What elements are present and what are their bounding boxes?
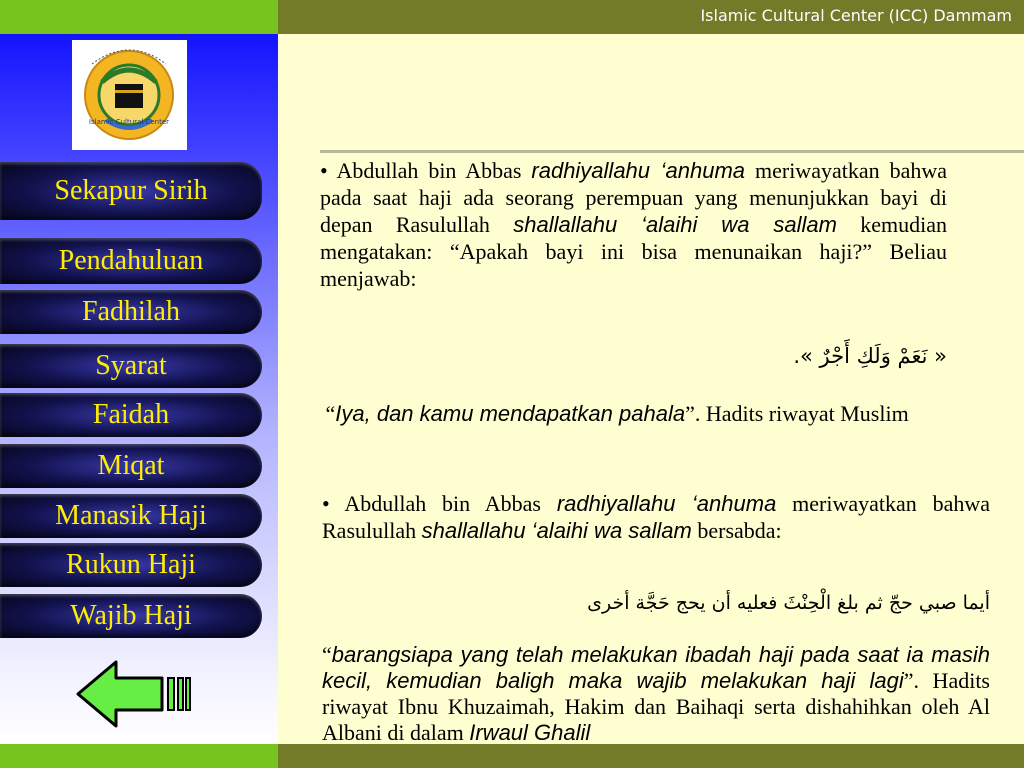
- quote-mark: “: [325, 401, 336, 426]
- text: bersabda:: [691, 518, 782, 543]
- sidebar-item-label: Fadhilah: [82, 296, 180, 327]
- italic-text: barangsiapa yang telah melakukan ibadah haji pada saat ia masih kecil, kemudian baligh maka wajib melakukan haji lagi: [322, 642, 990, 693]
- italic-text: shallallahu ‘alaihi wa sallam: [513, 212, 837, 237]
- arabic-text-2: أيما صبي حجّ ثم بلغ الْحِنْثَ فعليه أن يحج حَجَّة أخرى: [587, 592, 990, 614]
- header-left-band: [0, 0, 278, 34]
- sidebar-item-label: Faidah: [92, 399, 170, 430]
- italic-text: Iya, dan kamu mendapatkan pahala: [335, 401, 686, 426]
- quote-mark: “: [322, 642, 332, 667]
- icc-logo: [72, 40, 187, 150]
- arabic-text-1: « نَعَمْ وَلَكِ أَجْرٌ ».: [793, 344, 947, 368]
- italic-text: Irwaul Ghalil: [469, 720, 591, 745]
- sidebar-item-label: Miqat: [97, 450, 165, 481]
- sidebar-item-syarat[interactable]: [0, 344, 262, 388]
- sidebar-item-label: Syarat: [95, 350, 167, 381]
- bullet: •: [320, 158, 328, 183]
- divider: [320, 150, 1024, 153]
- text: ”. Hadits riwayat Ibnu Khuzaimah, Hakim dan Baihaqi serta dishahihkan oleh Al Albani di dalam: [322, 668, 990, 745]
- sidebar-item-miqat[interactable]: [0, 444, 262, 488]
- sidebar-item-label: Manasik Haji: [55, 500, 207, 531]
- sidebar-item-manasik-haji[interactable]: [0, 494, 262, 538]
- sidebar-item-label: Wajib Haji: [70, 600, 192, 631]
- footer-left-band: [0, 744, 278, 768]
- header-bar: [278, 0, 1024, 34]
- hadith-paragraph-2: [322, 490, 990, 544]
- sidebar-item-sekapur-sirih[interactable]: [0, 162, 262, 220]
- italic-text: shallallahu ‘alaihi wa sallam: [421, 518, 692, 543]
- sidebar-item-label: Sekapur Sirih: [54, 175, 208, 206]
- sidebar-item-fadhilah[interactable]: [0, 290, 262, 334]
- logo-text: Islamic Cultural Center: [88, 118, 170, 126]
- sidebar-item-faidah[interactable]: [0, 393, 262, 437]
- sidebar-item-rukun-haji[interactable]: [0, 543, 262, 587]
- italic-text: radhiyallahu ‘anhuma: [531, 158, 746, 183]
- sidebar-item-label: Rukun Haji: [66, 549, 196, 580]
- translation-paragraph-2: [322, 642, 990, 746]
- text: kemudian mengatakan: “Apakah bayi ini bisa menunaikan haji?” Beliau menjawab:: [320, 212, 947, 291]
- text: meriwayatkan bahwa Rasulullah: [322, 491, 991, 543]
- italic-text: radhiyallahu ‘anhuma: [556, 491, 777, 516]
- translation-paragraph-1: [320, 400, 947, 427]
- footer-bar: [278, 744, 1024, 768]
- sidebar-item-label: Pendahuluan: [58, 245, 204, 276]
- sidebar-item-wajib-haji[interactable]: [0, 594, 262, 638]
- text: Abdullah bin Abbas: [344, 491, 557, 516]
- text: ”. Hadits riwayat Muslim: [685, 401, 909, 426]
- left-arrow-icon[interactable]: [76, 660, 194, 728]
- hadith-paragraph-1: [320, 157, 947, 292]
- sidebar-item-pendahuluan[interactable]: [0, 238, 262, 284]
- text: Abdullah bin Abbas: [336, 158, 532, 183]
- bullet: •: [322, 491, 330, 516]
- header-title: Islamic Cultural Center (ICC) Dammam: [700, 6, 1012, 25]
- text: meriwayatkan bahwa pada saat haji ada seorang perempuan yang menunjukkan bayi di depan Rasulullah: [320, 158, 947, 237]
